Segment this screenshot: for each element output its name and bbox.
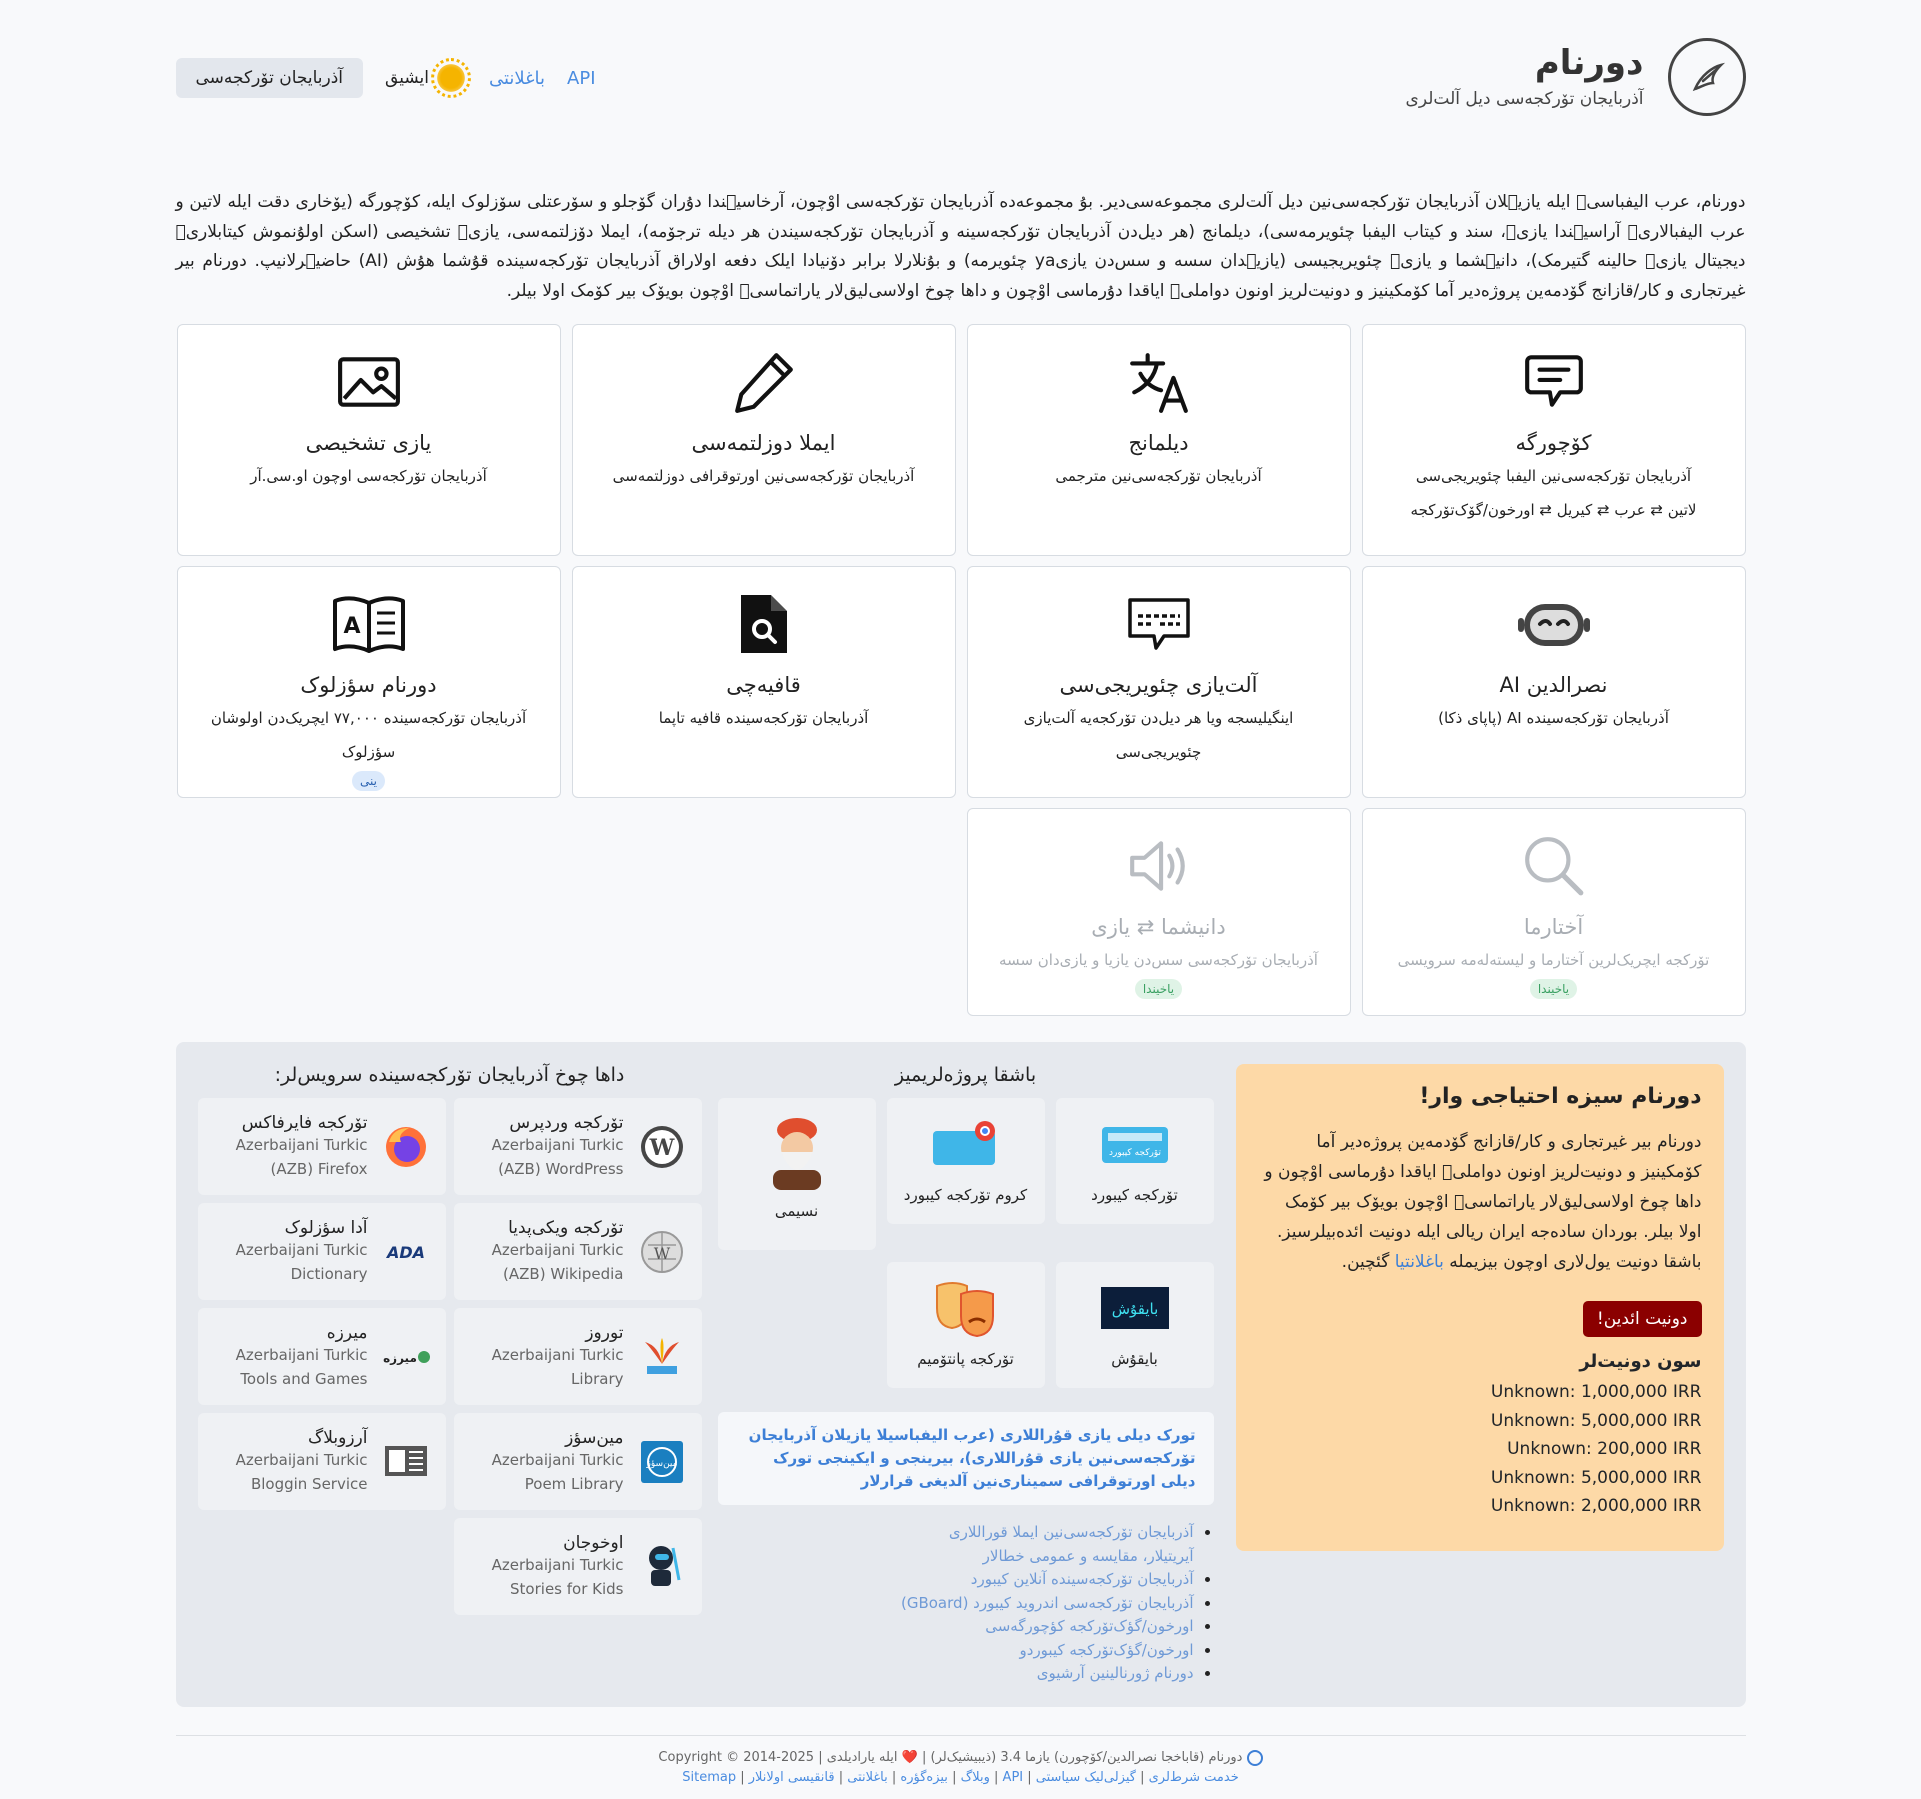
tool-card-translator[interactable] [967, 324, 1351, 556]
project-pantomime[interactable] [887, 1262, 1045, 1388]
project-bayqush[interactable] [1056, 1262, 1214, 1388]
footer-link-privacy[interactable]: گیزلی‌لیک سیاستی [1035, 1770, 1136, 1785]
minsoz-logo-text: مین‌سؤز [646, 1458, 677, 1469]
tool-card-transliterator[interactable] [1362, 324, 1746, 556]
tool-desc: اینگیلیسجه ویا هر دیل‌دن تۆرکجه‌یه آلت‌یازی چئویریجی‌سی [1023, 709, 1294, 761]
footer [176, 1735, 1746, 1788]
footer-link-blog[interactable]: وبلاگ [960, 1770, 990, 1785]
nasimi-avatar-icon [718, 1110, 876, 1194]
service-wikipedia[interactable] [454, 1203, 702, 1300]
coming-soon-badge: یاخیندا [1135, 979, 1182, 999]
footer-copyright [176, 1748, 1746, 1768]
search-icon [1381, 827, 1727, 905]
service-desc: Azerbaijani Turkic (AZB) WordPress [491, 1135, 624, 1178]
mirza-logo-text: میرزه [382, 1350, 417, 1365]
book-icon [196, 585, 542, 663]
recent-donation: Unknown: 5,000,000 IRR [1490, 1467, 1702, 1488]
project-label: کروم تۆرکجه کیبورد [903, 1186, 1028, 1204]
project-links [718, 1521, 1214, 1686]
donate-text-other-ways: باشقا دونیت یول‌لاری اوچون بیزیمله [1449, 1252, 1702, 1272]
tool-card-rhyme[interactable] [572, 566, 956, 798]
tool-card-spellcheck[interactable] [572, 324, 956, 556]
project-link[interactable]: آیریتیلار، مقایسه و عمومی خطالار [982, 1546, 1194, 1565]
tool-title: یازی تشخیصی [305, 431, 432, 455]
footer-link-terms[interactable]: خدمت شرط‌لری [1148, 1770, 1239, 1785]
donate-text-body: دورنام بیر غیرتجاری و کار/قازانج گۆدمه‌ین پروژه‌دیر آما کۆمکینیز و دونیت‌لریز اونون دواملیٖ ایاقدا دۇرماسی اوْچون و داها چوخ اولاسی‌لیق‌لار یاراتماسیٖ اوْچون بویۆک بیر کۆمک اولا بیلر. بوردان ساده‌جه ایران ریالی ایله دونیت ائده‌بیلرسیز. [1264, 1132, 1702, 1242]
list-item [718, 1615, 1194, 1639]
ada-logo-icon [378, 1224, 434, 1280]
tool-desc: آذربایجان تۆرکجه‌سی اوچون او.سی.آر [250, 467, 487, 485]
new-badge: ینی [352, 771, 385, 791]
toruz-logo-icon [634, 1329, 690, 1385]
recent-donation: Unknown: 2,000,000 IRR [1490, 1496, 1702, 1516]
orthography-note-link[interactable]: تورک دیلی یازی قۇراللاری (عرب الیفباسیلا یازیلان آذربایجان تۆرکجه‌سی‌نین یازی قۇراللاری)، بیرینجی و ایکینجی تورک دیلی اورتوقرافی سمیناری‌نین آلدیغی قرارلار [718, 1412, 1214, 1505]
tool-title: ایملا دوزلتمه‌سی [691, 431, 836, 455]
project-link[interactable]: اورخون/گؤک‌تۆرکجه کؤچورگه‌سی [985, 1617, 1194, 1635]
subtitle-icon [986, 585, 1332, 663]
tool-card-speech [967, 808, 1351, 1016]
contact-link[interactable]: باغلانتی [488, 67, 546, 89]
service-name: آدا سؤزلوک [284, 1217, 368, 1238]
footer-link-api[interactable]: API [1002, 1770, 1024, 1785]
service-desc: Azerbaijani Turkic Tools and Games [235, 1345, 368, 1388]
tool-desc-alphabets: لاتین ⇄ عرب ⇄ کیریل ⇄ اورخون/گۆک‌تۆرکجه [1410, 501, 1697, 519]
svg-text:W: W [653, 1243, 670, 1263]
recent-donations-title: سون دونیت‌لر [1579, 1351, 1702, 1372]
brand-title[interactable]: دورنام [1534, 43, 1644, 84]
tool-desc: آذربایجان تۆرکجه‌سینده ۷۷,۰۰۰ ایچریک‌دن اولوشان سؤزلوک [210, 709, 527, 761]
page [176, 0, 1746, 1788]
theme-label: ایشیق [385, 68, 429, 88]
chrome-keyboard-logo-icon [887, 1110, 1045, 1178]
tool-title: دورنام سؤزلوک [300, 673, 437, 697]
project-link[interactable]: آذربایجان تۆرکجه‌سینده آنلاین کیبورد [970, 1570, 1194, 1588]
service-minsoz[interactable] [454, 1413, 702, 1510]
keyboard-logo-text: تۆرکجه کیبورد [1108, 1148, 1161, 1158]
services-grid [198, 1098, 702, 1615]
tool-desc: آذربایجان تۆرکجه‌سینده AI (پاپای ذکا) [1438, 709, 1669, 727]
project-nasimi[interactable] [718, 1098, 876, 1250]
ada-logo-text: ADA [386, 1242, 425, 1262]
recent-donation: Unknown: 200,000 IRR [1507, 1439, 1702, 1459]
footer-link-about[interactable]: بیزه‌گؤره [900, 1770, 948, 1785]
project-link[interactable]: آذربایجان تۆرکجه‌سی‌نین ایملا قوراللاری [948, 1523, 1194, 1541]
tool-desc: آذربایجان تۆرکجه‌سینده قافیه تاپما [658, 709, 869, 727]
footer-link-supporters[interactable]: قانقیسی اولانلار [748, 1770, 835, 1785]
tool-desc: آذربایجان تۆرکجه‌سی‌نین مترجمی [1055, 467, 1262, 485]
list-item [718, 1568, 1194, 1592]
service-wordpress[interactable] [454, 1098, 702, 1195]
service-desc: Azerbaijani Turkic Library [491, 1345, 624, 1388]
bayqush-logo-icon [1056, 1274, 1214, 1342]
tool-card-search [1362, 808, 1746, 1016]
service-name: تۆرکجه فایرفاکس [241, 1112, 368, 1133]
projects-title: باشقا پروژه‌لریمیز [894, 1064, 1037, 1086]
brand-subtitle: آذربایجان تۆرکجه‌سی دیل آلت‌لری [1405, 88, 1644, 109]
footer-link-contact[interactable]: باغلانتی [847, 1770, 888, 1785]
footer-links: خدمت شرط‌لری | گیزلی‌لیک سیاستی | API | وبلاگ | بیزه‌گؤره | باغلانتی | قانقیسی اولانلار | Sitemap [682, 1770, 1239, 1785]
speaker-icon [986, 827, 1332, 905]
list-item [718, 1639, 1194, 1663]
donate-contact-link[interactable]: باغلانتیا [1394, 1252, 1444, 1272]
tool-desc: آذربایجان تۆرکجه‌سی‌نین اورتوقرافی دوزلتمه‌سی [612, 467, 915, 485]
project-link[interactable]: دورنام ژورنالینین آرشیوی [1036, 1664, 1194, 1682]
project-link[interactable]: اورخون/گؤک‌تۆرکجه کیبوردو [1019, 1640, 1194, 1659]
svg-text:W: W [649, 1134, 674, 1161]
mirza-logo-icon [378, 1329, 434, 1385]
robot-icon [1381, 585, 1727, 663]
bottom-panel [176, 1042, 1746, 1707]
service-desc: Azerbaijani Turkic Poem Library [491, 1450, 624, 1493]
top-nav [176, 38, 596, 98]
language-select[interactable]: آذربایجان تۆرکجه‌سی [176, 58, 364, 98]
list-item [718, 1521, 1194, 1568]
footer-copyright-text: دورنام (قاباخجا نصرالدین/کۆچورن) یازما 3.4 (ذیبیشیک‌لر) | ❤️ ایله یارادیلدی | Copyright © 2014-2025 [658, 1750, 1243, 1765]
tool-desc: تۆرکجه ایچریک‌لرین آختارما و لیسته‌له‌مه سرویسی [1397, 951, 1710, 969]
bayqush-logo-text: بایقۇش [1111, 1300, 1158, 1318]
keyboard-logo-icon [1056, 1110, 1214, 1178]
service-name: توروز [585, 1322, 624, 1343]
projects-grid [718, 1098, 1214, 1388]
other-projects [718, 1064, 1214, 1686]
sun-icon[interactable] [435, 62, 467, 94]
api-link[interactable]: API [567, 67, 596, 89]
wordpress-icon [634, 1119, 690, 1175]
service-desc: Azerbaijani Turkic (AZB) Firefox [235, 1135, 368, 1178]
footer-logo-icon [1247, 1750, 1263, 1766]
project-label: نسیمی [774, 1202, 819, 1220]
service-name: آرزوبلاگ [308, 1427, 368, 1448]
service-name: تۆرکجه وردپرس [509, 1112, 624, 1133]
tool-title: کۆچورگه [1515, 431, 1592, 455]
wikipedia-icon [634, 1224, 690, 1280]
service-arzublog[interactable] [198, 1413, 446, 1510]
tool-desc: آذربایجان تۆرکجه‌سی‌نین الیفبا چئویریجی‌سی [1415, 467, 1692, 485]
pencil-icon [591, 343, 937, 421]
chat-icon [1381, 343, 1727, 421]
translate-icon [986, 343, 1332, 421]
service-desc: Azerbaijani Turkic Stories for Kids [491, 1555, 624, 1598]
donate-button[interactable]: دونیت ائدین! [1583, 1301, 1702, 1337]
tools-grid [176, 324, 1746, 1016]
service-name: تۆرکجه ویکی‌پدیا [508, 1217, 624, 1238]
firefox-icon [378, 1119, 434, 1175]
svg-text:A: A [342, 614, 361, 639]
blog-icon [378, 1434, 434, 1490]
service-desc: Azerbaijani Turkic Bloggin Service [235, 1450, 368, 1493]
intro-text: دورنام، عرب الیفباسیٖ ایله یازیٖلان آذربایجان تۆرکجه‌سی‌نین دیل آلت‌لری مجموعه‌سی‌دیر. بۇ مجموعه‌ده آذربایجان تۆرکجه‌سی اوْچون، آرخاسیٖندا دۇران گۆجلو و سۆرعتلی سۆزلوک ایله، کۆچورگه (یۆخاری دقت ایله لاتین و عرب الیفبالاریٖ آراسیٖندا یازیٖ، سند و کیتاب الیفبا چئویرمه‌سی)، دیلمانج (هر دیل‌دن آذربایجان تۆرکجه‌سینه و آذربایجان تۆرکجه‌سیندن هر دیله ترجۆمه)، ایملا دۆزلتمه‌سی، یازیٖ تشخیصی (اسکن اولۇنموش کیتابلاریٖ دیجیتال یازیٖ حالینه گتیرمک)، دانیٖشما و یازیٖ چئویریجیسی (یازیٖدان سسه و سس‌دن یازیya چئویرمه) و بۇنلارلا برابر دۆنیادا ایلک دفعه اولاراق آذربایجان تۆرکجه‌سینده قۇشما هۇش (AI) حاضیٖرلانیپ. دورنام بیر غیرتجاری و کار/قازانج گۆدمه‌ین پروژه‌دیر آما کۆمکینیز و دونیت‌لریز اونون دواملیٖ ایاقدا دۇرماسی اوْچون و داها چوخ اولاسی‌لیق‌لار یاراتماسیٖ اوْچون بویۆک بیر کۆمک اولا بیلر. [175, 192, 1746, 301]
service-ada-dictionary[interactable] [198, 1203, 446, 1300]
header [176, 38, 1746, 148]
tool-desc: آذربایجان تۆرکجه‌سی سس‌دن یازیا و یازی‌دان سسه [999, 951, 1318, 969]
service-desc: Azerbaijani Turkic Dictionary [235, 1240, 368, 1283]
list-item [718, 1662, 1194, 1686]
coming-soon-badge: یاخیندا [1530, 979, 1577, 999]
other-services [198, 1064, 702, 1615]
service-name: میرزه [326, 1322, 368, 1343]
minsoz-logo-icon [634, 1434, 690, 1490]
tool-title: دانیشما ⇄ یازی [1091, 915, 1226, 939]
tool-title: دیلمانج [1128, 431, 1189, 455]
project-label: بایقۇش [1111, 1350, 1158, 1368]
project-link[interactable]: آذربایجان تۆرکجه‌سی اندروید کیبورد (GBoard) [900, 1593, 1194, 1612]
theater-masks-icon [887, 1274, 1045, 1342]
theme-toggle[interactable] [385, 62, 467, 94]
oxujan-mascot-icon [634, 1539, 690, 1595]
tool-title: نصرالدین AI [1499, 673, 1608, 697]
service-name: مین‌سؤز [565, 1427, 624, 1448]
tool-title: قافیه‌چی [726, 673, 801, 697]
donate-text [1258, 1127, 1702, 1277]
recent-donation: Unknown: 1,000,000 IRR [1490, 1382, 1702, 1402]
tool-card-ai[interactable] [1362, 566, 1746, 798]
list-item [718, 1592, 1194, 1616]
service-name: اوخوجان [563, 1532, 624, 1553]
service-firefox[interactable] [198, 1098, 446, 1195]
project-label: تۆرکجه کیبورد [1091, 1186, 1178, 1204]
recent-donation: Unknown: 5,000,000 IRR [1490, 1410, 1702, 1431]
brand[interactable] [1406, 38, 1746, 116]
donate-title: دورنام سیزه احتیاجی وار! [1419, 1084, 1702, 1109]
durnam-logo-icon[interactable] [1668, 38, 1746, 116]
services-title: داها چوخ آذربایجان تۆرکجه‌سینده سرویس‌لر: [274, 1064, 625, 1086]
tool-title: آختارما [1523, 915, 1584, 939]
service-mirza[interactable] [198, 1308, 446, 1405]
service-desc: Azerbaijani Turkic (AZB) Wikipedia [491, 1240, 624, 1283]
service-oxujan[interactable] [454, 1518, 702, 1615]
donate-text-end: گئچین. [1341, 1252, 1390, 1272]
tool-card-dictionary[interactable] [177, 566, 561, 798]
project-keyboard[interactable] [1056, 1098, 1214, 1224]
donate-box [1236, 1064, 1724, 1551]
image-icon [196, 343, 542, 421]
project-label: تۆرکجه پانتۆمیم [917, 1350, 1014, 1368]
tool-title: آلت‌یازی چئویریجی‌سی [1059, 673, 1258, 697]
service-toruz[interactable] [454, 1308, 702, 1405]
footer-link-sitemap[interactable]: Sitemap [682, 1770, 737, 1785]
project-chrome-keyboard[interactable] [887, 1098, 1045, 1224]
file-search-icon [591, 585, 937, 663]
tool-card-subtitle[interactable] [967, 566, 1351, 798]
tool-card-ocr[interactable] [177, 324, 561, 556]
